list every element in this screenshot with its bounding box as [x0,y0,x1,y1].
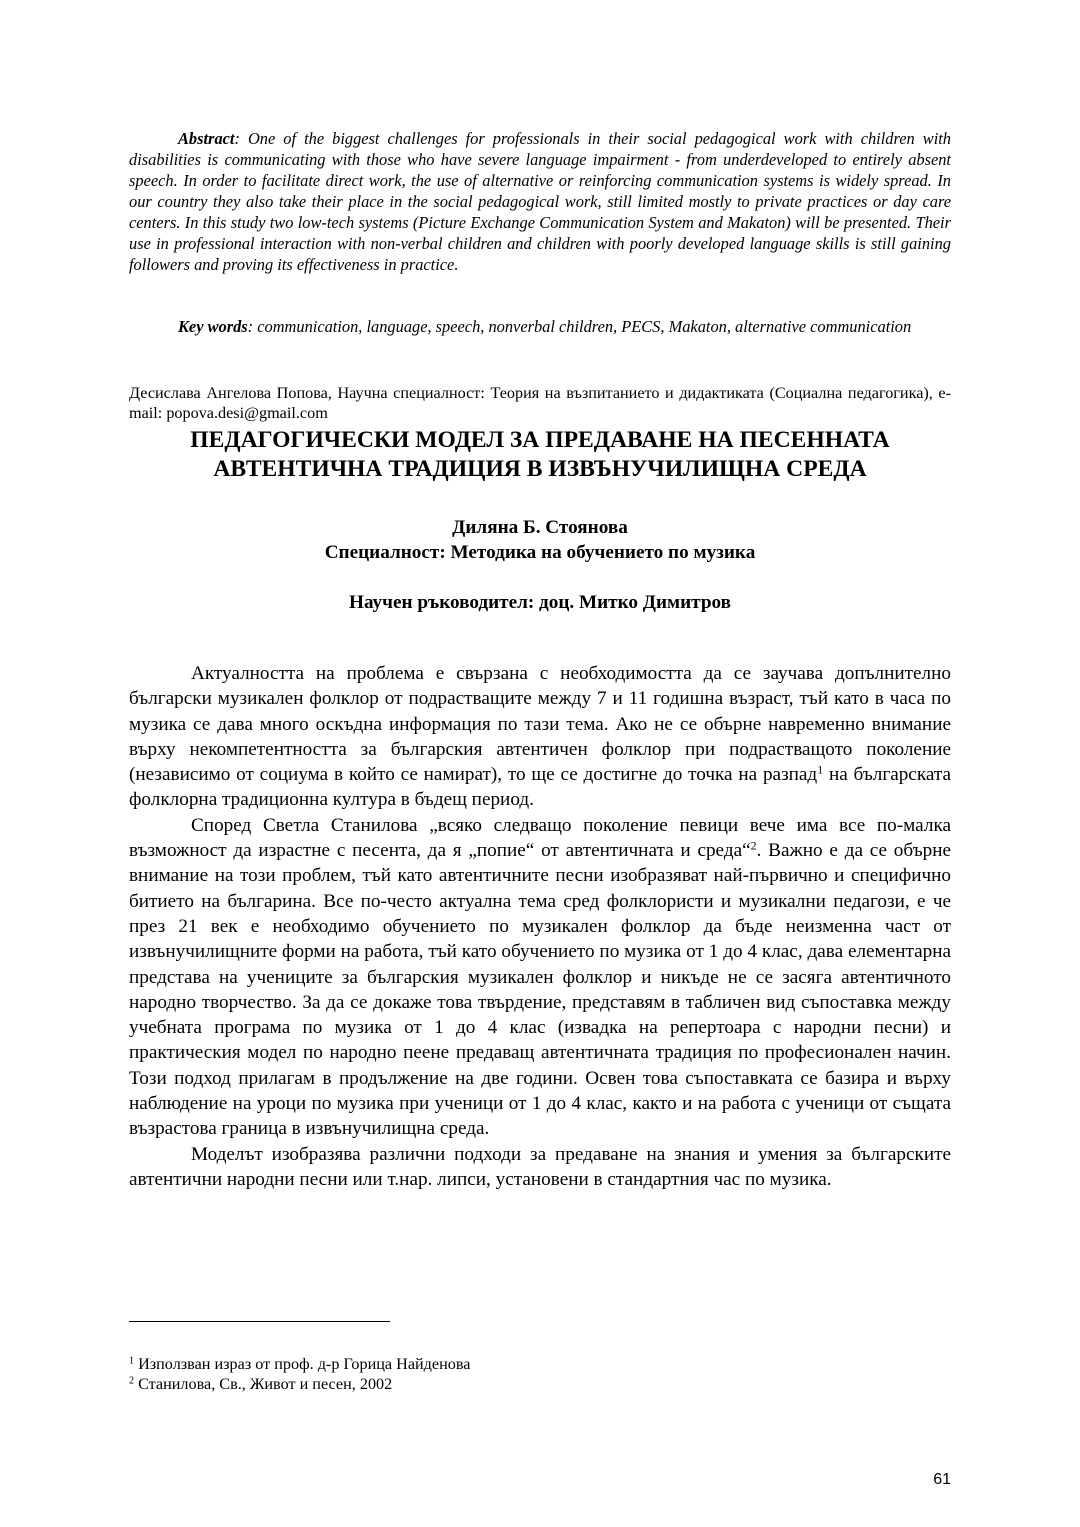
paragraph-1-text-a: Актуалността на проблема е свързана с необходимостта да се заучава допълнително български музикален фолклор от подрастващите между 7 и 11 годишна възраст, тъй като в часа по музика се дава много оскъдна информация по тази тема. Ако не се обърне навременно внимание върху некомпетентността за българския автентичен фолклор при подрастващото поколение (независимо от социума в който се намират), то ще се достигне до точка на разпад [129,663,951,786]
abstract-text: : One of the biggest challenges for professionals in their social pedagogical work with children with disabilities is communicating with those who have severe language impairment - from underdeveloped to entirely absent speech. In order to facilitate direct work, the use of alternative or reinforcing communication systems is widely spread. In our country they also take their place in the social pedagogical work, still limited mostly to private practices or day care centers. In this study two low-tech systems (Picture Exchange Communication System and Makaton) will be presented. Their use in professional interaction with non-verbal children and children with poorly developed language skills is still gaining followers and proving its effectiveness in practice. [129,129,951,274]
document-page [129,0,951,1527]
body-text [129,661,951,1192]
footnote-1-number: 1 [129,1355,135,1367]
footnote-2 [129,1375,951,1395]
paragraph-3: Моделът изобразява различни подходи за предаване на знания и умения за българските автентични народни песни или т.нар. липси, установени в стандартния час по музика. [129,1143,951,1190]
abstract-label: Abstract [178,129,235,148]
footnote-ref-1: 1 [817,762,824,777]
title-line-2: АВТЕНТИЧНА ТРАДИЦИЯ В ИЗВЪНУЧИЛИЩНА СРЕДА [213,456,867,482]
footnotes [129,1355,951,1394]
footnote-ref-2: 2 [750,838,757,853]
keywords [129,316,951,337]
footnote-1-text: Използван израз от проф. д-р Горица Найденова [134,1355,471,1373]
paragraph-1 [129,661,951,813]
keywords-text: : communication, language, speech, nonverbal children, PECS, Makaton, alternative communication [247,317,912,336]
footnote-1 [129,1355,951,1375]
paragraph-2-text-a: Според Светла Станилова „всяко следващо поколение певици вече има все по-малка възможност да израстне с песента, да я „попие“ от автентичната и среда“ [129,814,951,862]
paragraph-2-text-b: . Важно е да се обърне внимание на този проблем, тъй като автентичните песни изобразяват най-първично и специфично битието на българина. Все по-често актуална тема сред фолклористи и музикални педагози, е че през 21 век е необходимо обучението по музикален фолклор да бъде неизменна част от извънучилищните форми на работа, тъй като обучението по музика от 1 до 4 клас, дава елементарна представа на учениците за българския музикален фолклор и никъде не се засяга автентичното народно творчество. За да се докаже това твърдение, представям в табличен вид съпоставка между учебната програма по музика от 1 до 4 клас (извадка на репертоара с народни песни) и практическия модел по народно пеене предаващ автентичната традиция по професионален начин. Този подход прилагам в продължение на две години. Освен това съпоставката се базира и върху наблюдение на уроци по музика при ученици от 1 до 4 клас, както и на работа с ученици от същата възрастова граница в извънучилищна среда. [129,840,951,1140]
article-title [129,426,951,484]
title-line-1: ПЕДАГОГИЧЕСКИ МОДЕЛ ЗА ПРЕДАВАНЕ НА ПЕСЕННАТА [190,427,890,453]
page-number: 61 [933,1471,951,1488]
author-block [129,515,951,565]
keywords-label: Key words [178,317,248,336]
paragraph-1-text-b: на българската фолклорна традиционна култура в бъдещ период. [129,764,952,811]
footnote-2-text: Станилова, Св., Живот и песен, 2002 [134,1374,393,1393]
abstract [129,128,951,275]
supervisor: Научен ръководител: доц. Митко Димитров [349,592,731,613]
author-name: Диляна Б. Стоянова [452,517,628,538]
paragraph-2 [129,813,951,1142]
author-affiliation: Десислава Ангелова Попова, Научна специалност: Теория на възпитанието и дидактиката (Социална педагогика), e-mail: popova.desi@gmail.com [129,384,951,422]
footnote-2-number: 2 [129,1374,135,1386]
author-specialty: Специалност: Методика на обучението по музика [324,542,756,563]
footnote-separator [129,1321,390,1322]
